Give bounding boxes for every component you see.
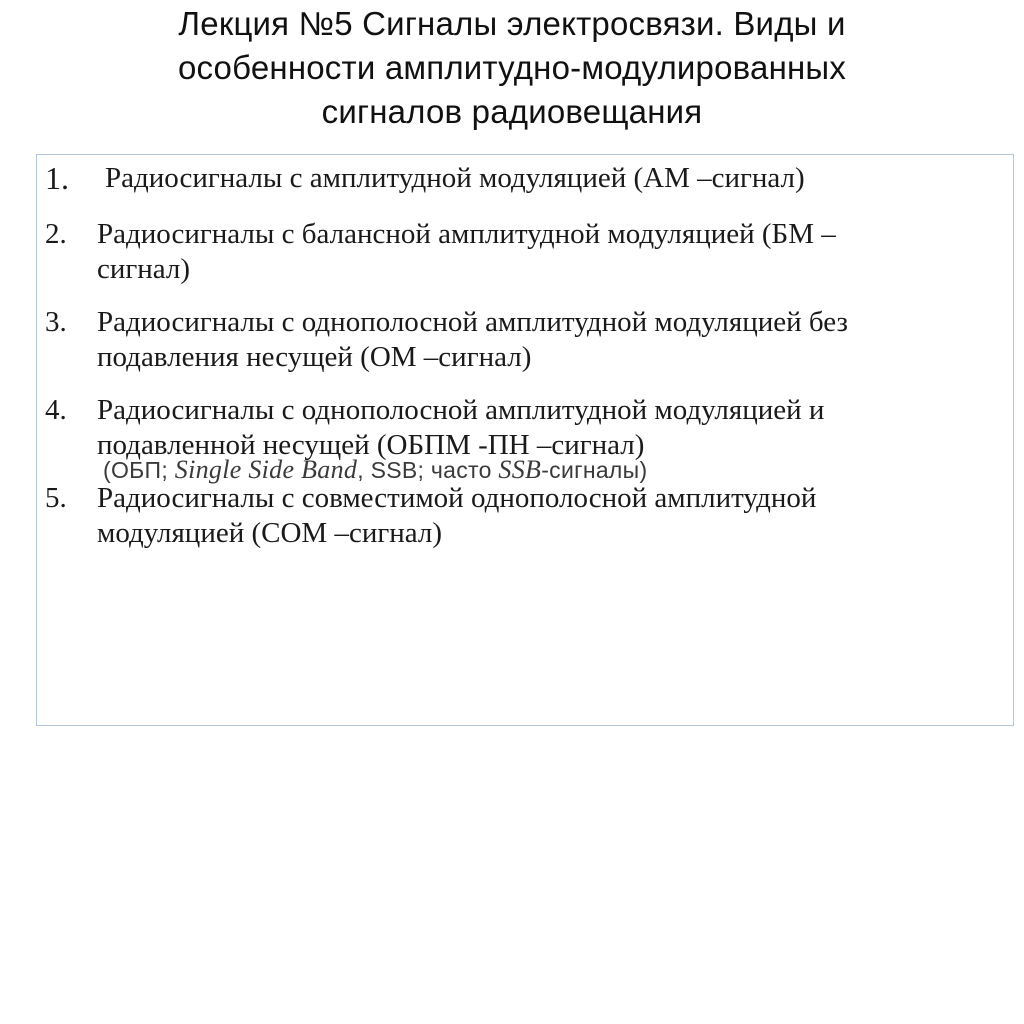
list-item-number: 5. [45,482,67,514]
note-middle: , SSB; часто [357,457,499,483]
list-item-line: Радиосигналы с однополосной амплитудной модуляцией без [97,306,848,338]
list-item-line: Радиосигналы с балансной амплитудной модуляцией (БМ – [97,218,836,250]
list-item-number: 2. [45,218,67,250]
list-item-text [105,161,1005,196]
list-item-line: Радиосигналы с однополосной амплитудной модуляцией и [97,394,825,426]
note-prefix: (ОБП; [103,457,175,483]
list-item-line: подавления несущей (ОМ –сигнал) [97,341,532,373]
list-item-text [97,393,997,463]
list-item-number: 1. [45,160,69,196]
title-line-1: Лекция №5 Сигналы электросвязи. Виды и [178,5,846,42]
slide-title [60,2,964,134]
list-item-line: модуляцией (СОМ –сигнал) [97,517,443,549]
list-item-line: подавленной несущей (ОБПМ -ПН –сигнал) [97,429,645,461]
list-item-text [97,481,997,551]
note-suffix: -сигналы) [541,457,648,483]
title-line-3: сигналов радиовещания [321,93,703,130]
list-item-number: 4. [45,394,67,426]
list-item-text [97,305,997,375]
list-item-number: 3. [45,306,67,338]
list-item-line: Радиосигналы с амплитудной модуляцией (АМ –сигнал) [105,162,805,194]
list-item-text [97,217,997,287]
list-item-line: Радиосигналы с совместимой однополосной амплитудной [97,482,817,514]
note-ssb-full: Single Side Band [174,455,358,484]
list-item-line: сигнал) [97,253,191,285]
title-line-2: особенности амплитудно-модулированных [177,49,847,86]
note-ssb-abbr: SSB [498,455,542,484]
content-box [36,154,1014,726]
